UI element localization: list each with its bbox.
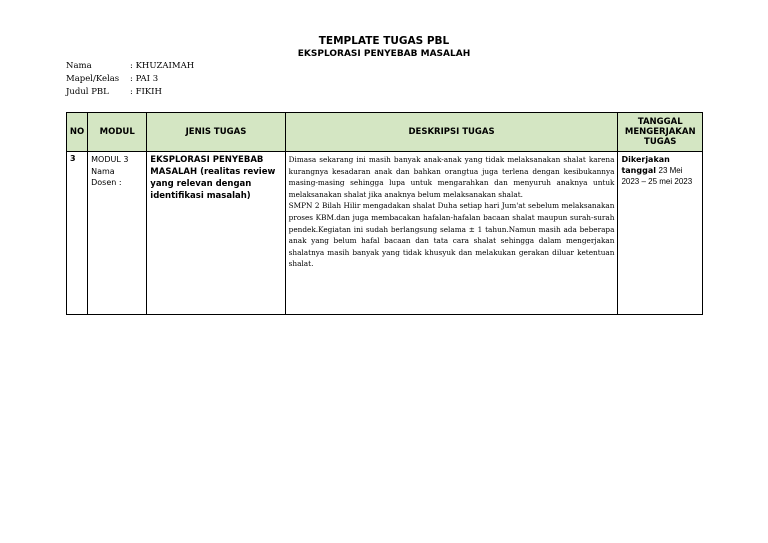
modul-line: Dosen : [91, 178, 122, 187]
modul-line: MODUL 3 [91, 155, 129, 164]
meta-label: Mapel/Kelas [66, 74, 120, 84]
header-deskripsi-tugas: DESKRIPSI TUGAS [285, 113, 618, 152]
cell-no: 3 [67, 152, 88, 315]
header-no: NO [67, 113, 88, 152]
tanggal-value: 23 Mei 2023 – 25 mei 2023 [621, 166, 693, 186]
cell-modul [88, 152, 147, 315]
meta-value: : FIKIH [130, 87, 162, 97]
modul-line: Nama [91, 166, 115, 176]
page-title: TEMPLATE TUGAS PBL [318, 35, 450, 47]
cell-jenis-tugas: EKSPLORASI PENYEBAB MASALAH (realitas review yang relevan dengan identifikasi masalah) [147, 152, 285, 315]
meta-label: Judul PBL [66, 87, 109, 97]
page-subtitle: EKSPLORASI PENYEBAB MASALAH [297, 49, 471, 59]
cell-tanggal [618, 152, 703, 315]
header-modul: MODUL [88, 113, 147, 152]
table-row [67, 152, 703, 315]
deskripsi-paragraph: Dimasa sekarang ini masih banyak anak-anak yang tidak melaksanakan shalat karena kurangnya kesadaran anak dan bahkan orangtua juga terlena dengan kesibukannya masing-masing sehingga lupa untuk mengarahkan dan menyuruh anaknya untuk melaksanakan shalat jika anaknya belum melaksanakan shalat. [288, 155, 615, 199]
meta-label: Nama [66, 61, 92, 71]
deskripsi-paragraph: SMPN 2 Bilah Hilir mengadakan shalat Duha setiap hari Jum'at sebelum melaksanakan proses KBM.dan juga membacakan hafalan-hafalan bacaan shalat maupun surah-surah pendek.Kegiatan ini sudah berlangsung selama ± 1 tahun.Namun masih ada beberapa anak yang belum hafal bacaan dan tata cara shalat sehingga dalam mengerjakan shalatnya masih banyak yang tidak khusyuk dan melakukan gerakan diluar ketentuan shalat. [288, 201, 615, 269]
meta-value: : KHUZAIMAH [130, 61, 195, 71]
meta-value: : PAI 3 [130, 74, 159, 84]
cell-deskripsi-tugas [285, 152, 618, 315]
task-table [66, 112, 703, 315]
header-tanggal: TANGGAL MENGERJAKAN TUGAS [618, 113, 703, 152]
table-header-row [67, 113, 703, 152]
tanggal-label: Dikerjakan tanggal [621, 155, 670, 175]
header-jenis-tugas: JENIS TUGAS [147, 113, 285, 152]
